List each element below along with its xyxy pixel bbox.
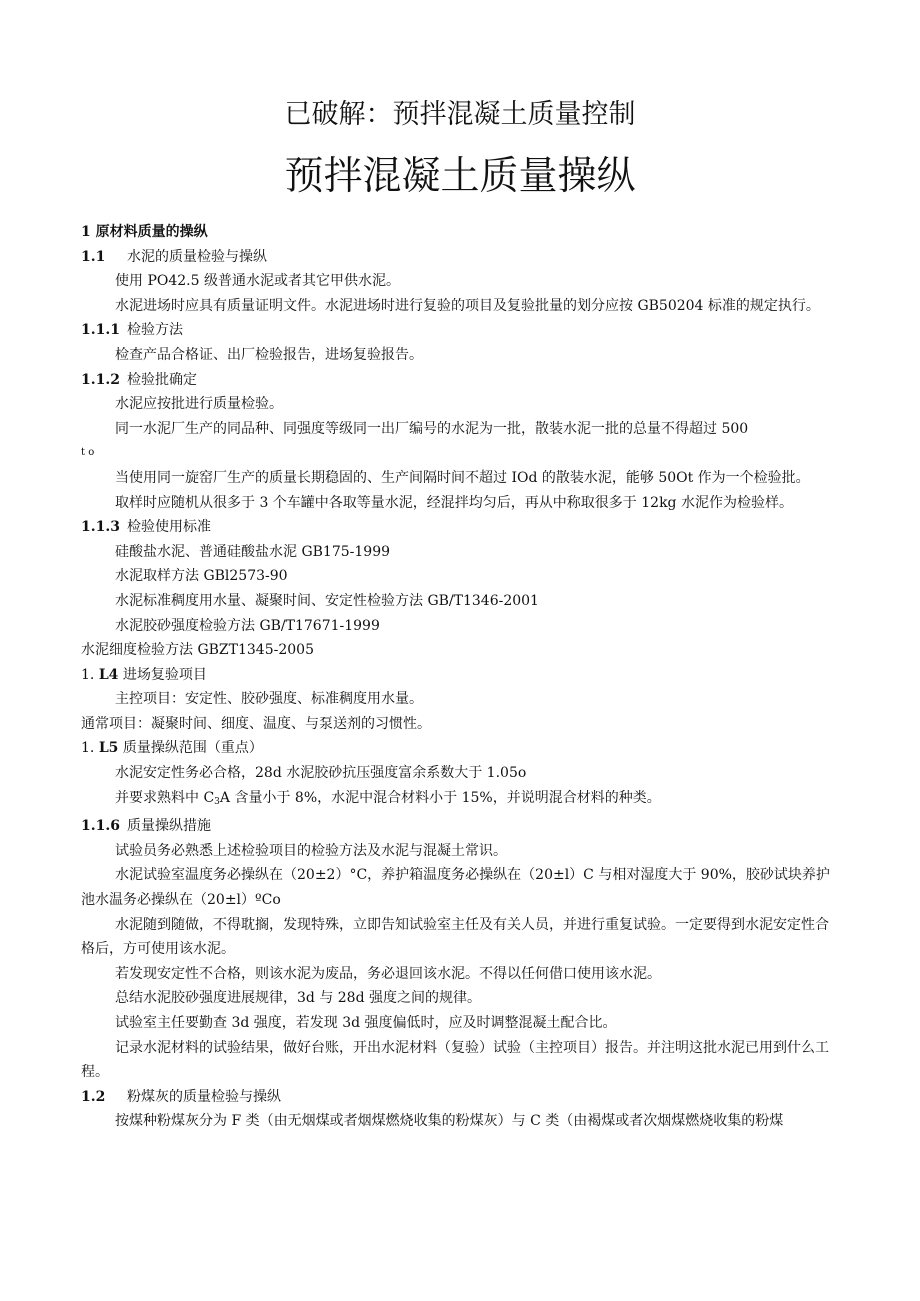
text-run: 并要求熟料中 C: [115, 789, 215, 806]
section-number: 1.2: [81, 1088, 106, 1105]
section-number: 1.1.2: [81, 371, 120, 388]
paragraph: 水泥随到随做，不得耽搁，发现特殊，立即告知试验室主任及有关人员，并进行重复试验。一定要得到水泥安定性合格后，方可使用该水泥。: [81, 916, 829, 958]
paragraph: 记录水泥材料的试验结果，做好台账，开出水泥材料（复验）试验（主控项目）报告。并注明这批水泥已用到什么工程。: [81, 1039, 829, 1081]
section-prefix: 1.: [81, 740, 99, 757]
paragraph: 检查产品合格证、出厂检验报告，进场复验报告。: [115, 346, 423, 363]
text-run: A 含量小于 8%，水泥中混合材料小于 15%，并说明混合材料的种类。: [219, 789, 661, 806]
paragraph: [81, 786, 841, 815]
paragraph: 使用 PO42.5 级普通水泥或者其它甲供水泥。: [115, 273, 400, 290]
section-title: 检验使用标准: [127, 519, 211, 536]
standard-item: 水泥标准稠度用水量、凝聚时间、安定性检验方法 GB/T1346-2001: [115, 592, 539, 609]
document-title-cracked: 已破解：预拌混凝土质量控制: [284, 99, 636, 130]
section-heading-1-1-2: [81, 368, 841, 393]
section-title: 进场复验项目: [118, 666, 207, 683]
paragraph: 试验员务必熟悉上述检验项目的检验方法及水泥与混凝土常识。: [115, 842, 507, 859]
section-title: 质量操纵范围（重点）: [118, 740, 263, 757]
paragraph: 水泥安定性务必合格，28d 水泥胶砂抗压强度富余系数大于 1.05o: [115, 765, 527, 782]
section-title: 粉煤灰的质量检验与操纵: [127, 1088, 281, 1105]
standard-item: 硅酸盐水泥、普通硅酸盐水泥 GB175-1999: [115, 543, 391, 560]
paragraph: 总结水泥胶砂强度进展规律，3d 与 28d 强度之间的规律。: [115, 990, 481, 1007]
paragraph: 通常项目：凝聚时间、细度、温度、与泵送剂的习惯性。: [81, 715, 431, 732]
section-heading-1-1-3: [81, 515, 841, 540]
paragraph: 水泥进场时应具有质量证明文件。水泥进场时进行复验的项目及复验批量的划分应按 GB50204 标准的规定执行。: [115, 297, 820, 314]
section-prefix: 1.: [81, 666, 99, 683]
paragraph: 水泥试验室温度务必操纵在（20±2）°C，养护箱温度务必操纵在（20±l）C 与相对湿度大于 90%，胶砂试块养护池水温务必操纵在（20±l）ºCo: [81, 867, 830, 909]
document-body: [81, 220, 841, 1134]
section-title: 检验批确定: [127, 371, 197, 388]
paragraph-tail: t o: [81, 447, 95, 459]
paragraph: 当使用同一旋窑厂生产的质量长期稳固的、生产间隔时间不超过 IOd 的散装水泥，能够 50Ot 作为一个检验批。: [115, 469, 810, 486]
section-title: 质量操纵措施: [127, 818, 211, 835]
section-number: L5: [98, 740, 119, 757]
section-heading-1-1: [81, 245, 841, 270]
section-number: L4: [98, 666, 119, 683]
standard-item: 水泥细度检验方法 GBZT1345-2005: [81, 642, 314, 659]
paragraph: 同一水泥厂生产的同品种、同强度等级同一出厂编号的水泥为一批，散装水泥一批的总量不得超过 500: [115, 420, 749, 437]
paragraph: 主控项目：安定性、胶砂强度、标准稠度用水量。: [115, 691, 423, 708]
paragraph: 若发现安定性不合格，则该水泥为废品，务必退回该水泥。不得以任何借口使用该水泥。: [115, 965, 661, 982]
subscript: 3: [214, 796, 220, 807]
section-heading-1-1-5: [81, 736, 841, 761]
section-number: 1.1.1: [81, 322, 120, 339]
paragraph: 试验室主任要勤查 3d 强度，若发现 3d 强度偏低时，应及时调整混凝土配合比。: [115, 1015, 617, 1031]
section-heading-1: 1 原材料质量的操纵: [81, 224, 208, 240]
paragraph: 水泥应按批进行质量检验。: [115, 396, 283, 413]
section-title: 检验方法: [127, 322, 183, 339]
paragraph: 按煤种粉煤灰分为 F 类（由无烟煤或者烟煤燃烧收集的粉煤灰）与 C 类（由褐煤或者次烟煤燃烧收集的粉煤: [115, 1113, 784, 1130]
document-title-main: 预拌混凝土质量操纵: [284, 154, 636, 199]
section-number: 1.1: [81, 248, 106, 265]
section-heading-1-2: [81, 1085, 841, 1110]
standard-item: 水泥取样方法 GBl2573-90: [115, 568, 288, 585]
section-number: 1.1.6: [81, 818, 120, 835]
section-title: 水泥的质量检验与操纵: [127, 248, 267, 265]
section-number: 1.1.3: [81, 519, 120, 536]
section-heading-1-1-1: [81, 318, 841, 343]
section-heading-1-1-4: [81, 663, 841, 688]
standard-item: 水泥胶砂强度检验方法 GB/T17671-1999: [115, 617, 380, 634]
paragraph: 取样时应随机从很多于 3 个车罐中各取等量水泥，经混拌均匀后，再从中称取很多于 12kg 水泥作为检验样。: [115, 494, 793, 511]
section-heading-1-1-6: [81, 814, 841, 839]
